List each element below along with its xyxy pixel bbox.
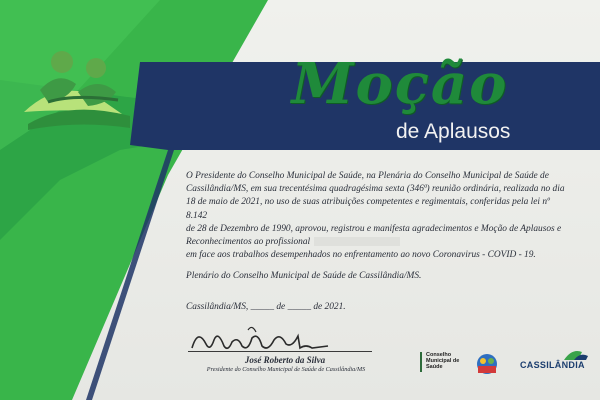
handwritten-signature — [188, 322, 338, 358]
signatory-role: Presidente do Conselho Municipal de Saúde de Cassilândia/MS — [206, 366, 366, 373]
council-logo-text: Conselho Municipal de Saúde — [426, 352, 460, 370]
redacted-name — [314, 237, 400, 246]
body-line: O Presidente do Conselho Municipal de Saúde, na Plenária do Conselho Municipal de Saúde de — [186, 171, 549, 181]
signature-line — [188, 351, 372, 352]
health-badge-icon — [472, 350, 502, 380]
body-line: Cassilândia/MS, em sua trecentésima quadragésima sexta (346ª) reunião ordinária, realizada no dia — [186, 184, 565, 195]
council-logo-bar — [420, 352, 422, 372]
body-line: Reconhecimentos ao profissional — [186, 237, 311, 248]
body-line-with-redaction — [186, 236, 568, 249]
body-text — [186, 170, 568, 284]
city-logo-icon — [520, 346, 590, 372]
body-line: em face aos trabalhos desempenhados no enfrentamento ao novo Coronavirus - COVID - 19. — [186, 250, 536, 261]
place-date: Cassilândia/MS, _____ de _____ de 2021. — [186, 302, 346, 312]
body-line: de 28 de Dezembro de 1990, aprovou, registrou e manifesta agradecimentos e Moção de Aplausos e — [186, 223, 562, 234]
body-line: 18 de maio de 2021, no uso de suas atribuições competentes e regimentais, conferidas pela lei nº 8.142 — [186, 197, 550, 221]
body-closing: Plenário do Conselho Municipal de Saúde de Cassilândia/MS. — [186, 271, 422, 282]
people-logo-icon — [18, 40, 138, 135]
title-main: Moção — [291, 51, 509, 117]
city-logo-text: CASSILÂNDIA — [520, 360, 585, 370]
council-logo-icon — [426, 352, 466, 370]
title-sub: de Aplausos — [396, 120, 511, 143]
spacer — [186, 262, 568, 270]
signatory-name: José Roberto da Silva — [244, 355, 326, 365]
